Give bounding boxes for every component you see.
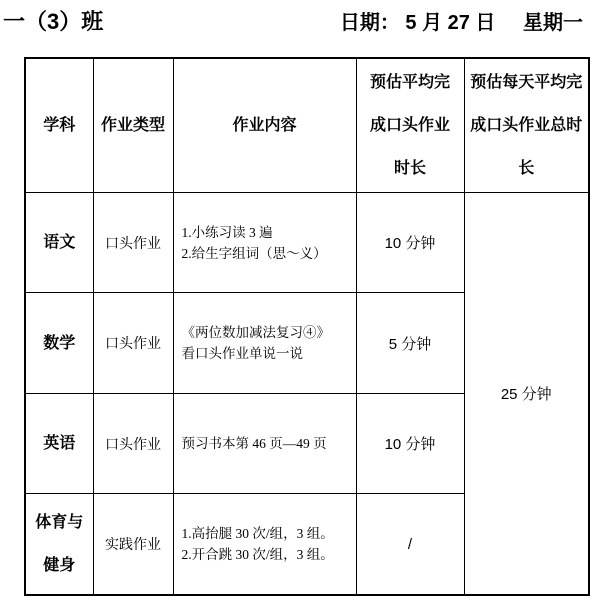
class-name: 一（3）班 xyxy=(3,9,104,34)
duration-cell: / xyxy=(356,494,464,596)
subject-label: 英语 xyxy=(43,435,76,452)
table-row xyxy=(25,193,589,293)
header-line: 作业类型 xyxy=(100,117,165,134)
weekday-label: 星期一 xyxy=(523,12,583,34)
subject-label: 语文 xyxy=(43,234,76,251)
header-line: 长 xyxy=(518,160,535,177)
header-subject xyxy=(25,58,93,193)
header-homework-type xyxy=(93,58,173,193)
content-line: 1.小练习读 3 遍 xyxy=(181,224,273,240)
daily-total-cell: 25 分钟 xyxy=(464,193,589,596)
content-line: 《两位数加减法复习④》 xyxy=(181,325,330,340)
duration-cell: 10 分钟 xyxy=(356,394,464,494)
header-line: 成口头作业 xyxy=(369,117,450,134)
content-line: 2.开合跳 30 次/组，3 组。 xyxy=(181,547,334,562)
content-line: 1.高抬腿 30 次/组，3 组。 xyxy=(181,526,334,541)
header-estimated-time xyxy=(356,58,464,193)
date-label: 日期： 5 月 27 日 xyxy=(339,12,496,34)
header-line: 预估每天平均完 xyxy=(470,74,583,91)
header-line: 时长 xyxy=(393,160,426,177)
type-cell: 口头作业 xyxy=(93,193,173,293)
content-cell xyxy=(173,193,356,293)
header-homework-content xyxy=(173,58,356,193)
date-line xyxy=(340,8,583,38)
type-cell: 口头作业 xyxy=(93,394,173,494)
header-line: 预估平均完 xyxy=(369,74,450,91)
subject-label: 健身 xyxy=(43,557,76,574)
duration-cell: 5 分钟 xyxy=(356,293,464,394)
subject-label: 数学 xyxy=(43,334,76,352)
content-cell xyxy=(173,394,356,494)
header-daily-total-time xyxy=(464,58,589,193)
header-line: 成口头作业总时 xyxy=(470,117,583,134)
homework-table xyxy=(24,57,590,596)
content-cell xyxy=(173,293,356,394)
subject-cell xyxy=(25,293,93,394)
subject-cell xyxy=(25,394,93,494)
header-line: 学科 xyxy=(43,117,76,134)
subject-cell xyxy=(25,193,93,293)
duration-cell: 10 分钟 xyxy=(356,193,464,293)
type-cell: 实践作业 xyxy=(93,494,173,596)
content-line: 2.给生字组词（思～义） xyxy=(181,245,327,261)
table-header-row xyxy=(25,58,589,193)
content-cell xyxy=(173,494,356,596)
content-line: 看口头作业单说一说 xyxy=(181,346,303,361)
subject-cell xyxy=(25,494,93,596)
type-cell: 口头作业 xyxy=(93,293,173,394)
content-line: 预习书本第 46 页—49 页 xyxy=(181,436,327,451)
subject-label: 体育与 xyxy=(35,514,84,531)
header-line: 作业内容 xyxy=(232,117,297,134)
